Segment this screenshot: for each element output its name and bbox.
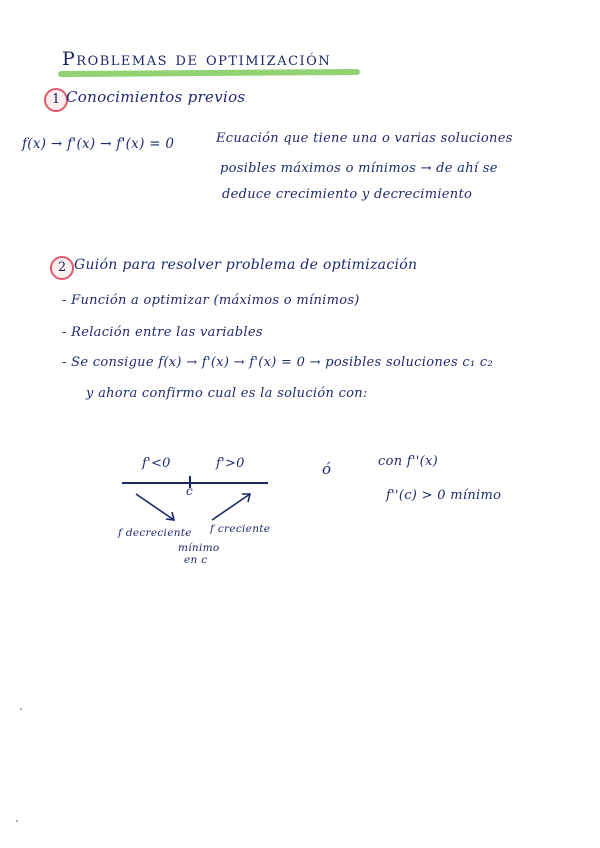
- page-title: Problemas de optimización: [62, 48, 332, 70]
- step-derivative-solutions: - Se consigue f(x) → f'(x) → f'(x) = 0 → posibles soluciones c₁ c₂: [62, 355, 494, 370]
- step-variable-relation: - Relación entre las variables: [62, 325, 263, 340]
- behavior-arrows: [130, 488, 280, 528]
- increasing-label: f creciente: [210, 523, 271, 535]
- sign-positive-label: f'>0: [216, 456, 245, 471]
- derivative-chain: f(x) → f'(x) → f'(x) = 0: [22, 136, 175, 152]
- step-confirm-solution: y ahora confirmo cual es la solución con:: [86, 386, 368, 401]
- scan-speck: [20, 708, 22, 710]
- increasing-arrow: [212, 494, 250, 520]
- or-connector: ó: [322, 460, 332, 478]
- critical-point-label: c: [186, 484, 194, 498]
- section1-description-line-3: deduce crecimiento y decrecimiento: [222, 187, 473, 202]
- section1-heading: Conocimientos previos: [66, 88, 246, 106]
- decreasing-arrow: [136, 494, 174, 520]
- scan-speck: [16, 820, 18, 822]
- sign-axis-line: [122, 482, 268, 484]
- section1-description-line-2: posibles máximos o mínimos → de ahí se: [220, 161, 498, 176]
- second-derivative-method: con f''(x): [378, 454, 439, 469]
- second-derivative-condition: f''(c) > 0 mínimo: [386, 488, 502, 503]
- minimum-conclusion-line-2: en c: [184, 554, 208, 566]
- section1-number-badge: 1: [44, 88, 68, 112]
- decreasing-label: f decreciente: [118, 527, 192, 539]
- section1-description-line-1: Ecuación que tiene una o varias soluciones: [216, 131, 513, 146]
- minimum-conclusion-line-1: mínimo: [178, 542, 220, 554]
- section2-number-badge: 2: [50, 256, 74, 280]
- sign-negative-label: f'<0: [142, 456, 171, 471]
- title-highlight: [58, 69, 360, 77]
- step-function-to-optimize: - Función a optimizar (máximos o mínimos): [62, 293, 360, 308]
- section2-heading: Guión para resolver problema de optimización: [74, 257, 418, 273]
